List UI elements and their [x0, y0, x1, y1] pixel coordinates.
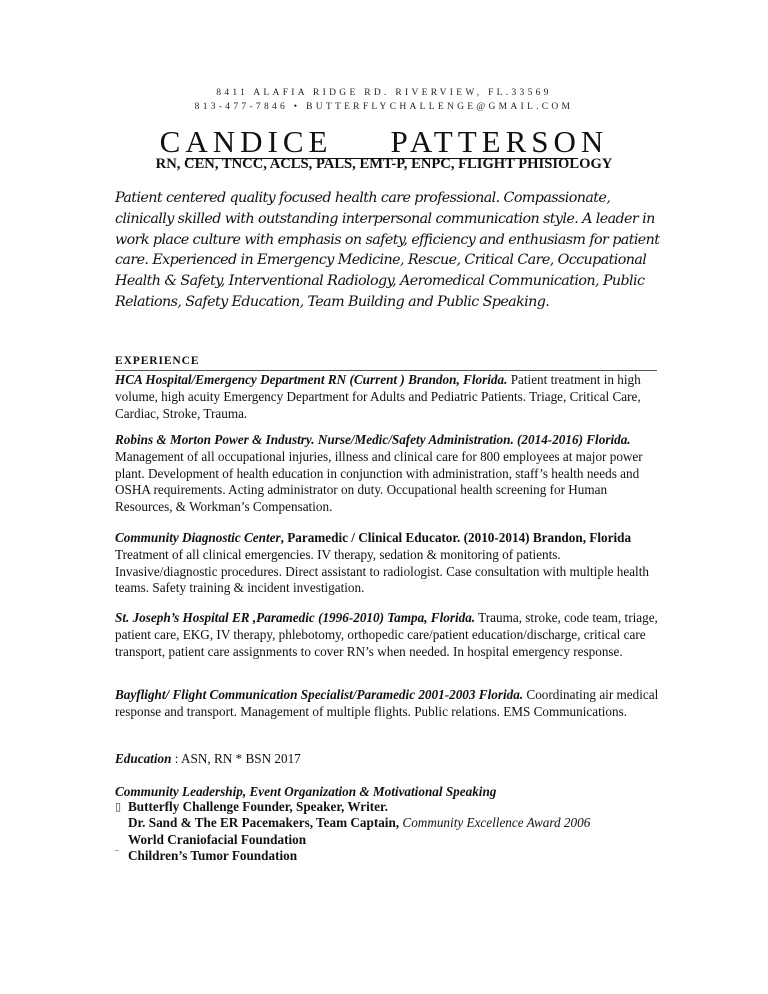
list-item	[115, 848, 675, 864]
list-item-title: Butterfly Challenge Founder, Speaker, Writer.	[128, 799, 388, 814]
list-item	[115, 799, 675, 815]
list-item	[115, 815, 675, 831]
experience-title-cont: , Paramedic / Clinical Educator. (2010-2014) Brandon, Florida	[280, 530, 632, 545]
community-list	[115, 799, 675, 864]
section-divider	[115, 370, 657, 371]
summary-paragraph: Patient centered quality focused health care professional. Compassionate, clinically skilled with outstanding interpersonal communication style. A leader in work place culture with emphasis on safety, efficiency and enthusiasm for patient care. Experienced in Emergency Medicine, Rescue, Critical Care, Occupational Health & Safety, Interventional Radiology, Aeromedical Communication, Public Relations, Safety Education, Team Building and Public Speaking.	[115, 190, 660, 310]
bullet-icon: ‾	[115, 849, 119, 862]
last-name: PATTERSON	[390, 124, 609, 159]
experience-title: Bayflight/ Flight Communication Specialist/Paramedic 2001-2003 Florida.	[115, 687, 524, 702]
first-name: CANDICE	[159, 124, 333, 159]
list-item-note: Community Excellence Award 2006	[399, 815, 591, 831]
experience-description: Treatment of all clinical emergencies. IV therapy, sedation & monitoring of patients. Invasive/diagnostic procedures. Direct assistant to radiologist. Case consultation with multiple health teams. Safety training & incident investigation.	[115, 546, 649, 596]
list-item-title: Dr. Sand & The ER Pacemakers, Team Captain,	[128, 815, 400, 831]
candidate-name	[0, 124, 768, 160]
experience-entry	[115, 687, 663, 721]
experience-heading: EXPERIENCE	[115, 355, 200, 367]
list-item-title: Children’s Tumor Foundation	[128, 847, 298, 863]
community-heading: Community Leadership, Event Organization & Motivational Speaking	[115, 784, 497, 799]
experience-title: HCA Hospital/Emergency Department RN (Current ) Brandon, Florida.	[115, 372, 508, 387]
experience-entry	[115, 372, 663, 422]
credentials: RN, CEN, TNCC, ACLS, PALS, EMT-P, ENPC, FLIGHT PHISIOLOGY	[155, 156, 613, 172]
list-item	[115, 832, 675, 848]
experience-title: Robins & Morton Power & Industry. Nurse/Medic/Safety Administration. (2014-2016) Florida.	[115, 432, 631, 447]
education-line	[115, 751, 301, 767]
experience-description: Coordinating air medical response and transport. Management of multiple flights. Public relations. EMS Communications.	[115, 687, 659, 719]
education-value: : ASN, RN * BSN 2017	[171, 751, 301, 766]
experience-entry	[115, 610, 663, 660]
education-label: Education	[115, 751, 172, 766]
experience-title: St. Joseph’s Hospital ER ,Paramedic (1996-2010) Tampa, Florida.	[115, 610, 476, 625]
experience-entry	[115, 530, 663, 597]
experience-title: Community Diagnostic Center	[115, 530, 281, 545]
bullet-icon: ▯	[115, 801, 122, 813]
experience-description: Patient treatment in high volume, high acuity Emergency Department for Adults and Pediatric Patients. Triage, Critical Care, Cardiac, Stroke, Trauma.	[115, 372, 641, 421]
experience-description: Management of all occupational injuries, illness and clinical care for 800 employees at major power plant. Development of health education in conjunction with administration, staff’s health needs and OSHA requirements. Acting administrator on duty. Occupational health screening for Human Resources, & Workman’s Compensation.	[115, 448, 643, 515]
contact-line: 813-477-7846 • BUTTERFLYCHALLENGE@GMAIL.COM	[194, 102, 574, 112]
experience-entry	[115, 432, 663, 516]
list-item-title: World Craniofacial Foundation	[128, 831, 307, 847]
address-line: 8411 ALAFIA RIDGE RD. RIVERVIEW, FL.33569	[216, 88, 552, 98]
experience-description: Trauma, stroke, code team, triage, patient care, EKG, IV therapy, phlebotomy, orthopedic care/patient education/discharge, critical care transport, patient care assignments to cover RN’s when needed. In hospital emergency response.	[115, 610, 658, 659]
